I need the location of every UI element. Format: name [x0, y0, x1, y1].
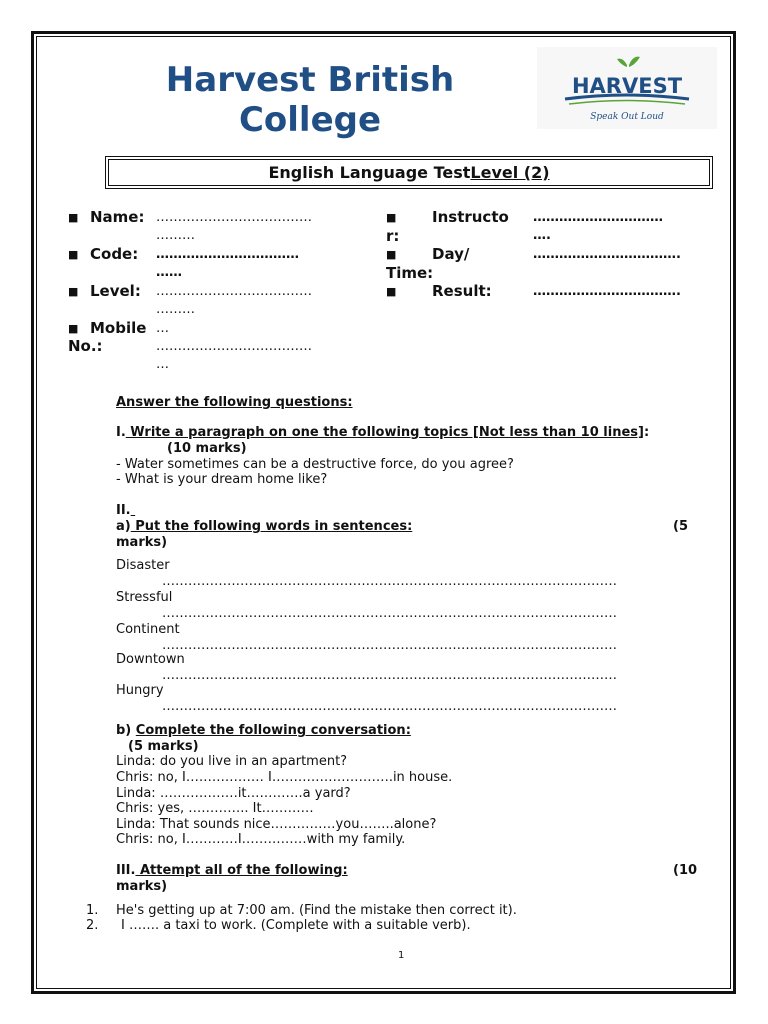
conversation-line-2: Chris: no, I……………… I……………………….in house.	[116, 770, 453, 785]
word-stressful: Stressful	[116, 590, 173, 605]
mobile-dots-line2: …	[156, 357, 169, 372]
bullet-icon: ■	[68, 211, 79, 224]
code-label: Code:	[90, 245, 139, 263]
name-dots-line1: ………………………………	[156, 210, 312, 225]
conversation-line-6: Chris: no, I…………I……………with my family.	[116, 832, 406, 847]
item-number-2: 2.	[86, 918, 99, 933]
word-answer-line: ……………………………………………………………………………………………	[162, 574, 617, 589]
test-title-box	[105, 156, 713, 189]
conversation-line-1: Linda: do you live in an apartment?	[116, 754, 348, 769]
part-a-title: Put the following words in sentences:	[130, 519, 413, 534]
part-a-marks-2: marks)	[116, 535, 168, 550]
logo-wordmark: HARVEST	[571, 74, 683, 98]
bullet-icon: ■	[386, 211, 397, 224]
day-label-line1: Day/	[432, 245, 470, 263]
bullet-icon: ■	[386, 248, 397, 261]
logo-tagline: Speak Out Loud	[590, 112, 664, 122]
name-dots-line2: ………	[156, 228, 195, 243]
section1-colon: :	[643, 425, 650, 440]
level-dots-line1: ………………………………	[156, 284, 312, 299]
instructions-heading: Answer the following questions:	[116, 395, 353, 410]
result-label: Result:	[432, 282, 492, 300]
word-answer-line: ……………………………………………………………………………………………	[162, 668, 617, 683]
conversation-line-3: Linda: ………………it………….a yard?	[116, 786, 351, 801]
word-answer-line: ……………………………………………………………………………………………	[162, 699, 617, 714]
topic-text-1: Water sometimes can be a destructive force, do you agree?	[124, 457, 514, 472]
bullet-icon: ■	[68, 248, 79, 261]
harvest-logo-graphic	[537, 47, 717, 129]
instructor-label-line2: r:	[386, 227, 400, 245]
instructor-dots-line2: ….	[533, 228, 551, 243]
test-level: Level (2)	[470, 163, 550, 182]
part-a-heading	[116, 519, 412, 535]
level-dots-line2: ………	[156, 302, 195, 317]
part-b-marks: (5 marks)	[128, 739, 199, 754]
bullet-icon: ■	[68, 285, 79, 298]
section2-number	[116, 503, 135, 519]
mobile-label-line2: No.:	[68, 337, 103, 355]
topic-text-2: What is your dream home like?	[124, 472, 328, 487]
bullet-icon: ■	[68, 322, 79, 335]
word-disaster: Disaster	[116, 558, 170, 573]
item-text-1: He's getting up at 7:00 am. (Find the mistake then correct it).	[116, 903, 517, 918]
section1-number: I.	[116, 425, 126, 440]
college-title	[120, 60, 500, 140]
word-answer-line: ……………………………………………………………………………………………	[162, 606, 617, 621]
mobile-dots-line1: ………………………………	[156, 339, 312, 354]
word-hungry: Hungry	[116, 683, 164, 698]
conversation-line-5: Linda: That sounds nice……………you……..alone?	[116, 817, 437, 832]
name-label: Name:	[90, 208, 145, 226]
section1-title: Write a paragraph on one the following topics [Not less than 10 lines]	[125, 425, 644, 440]
section3-number: III.	[116, 863, 136, 878]
part-b-heading	[116, 723, 411, 739]
part-b-letter: b)	[116, 723, 132, 738]
code-dots-line1: ……………………………	[156, 247, 299, 262]
instructor-dots-line1: …………………………	[533, 210, 663, 225]
topic-item-2: - What is your dream home like?	[116, 472, 328, 487]
code-dots-line2: ……	[156, 265, 182, 280]
level-label: Level:	[90, 282, 141, 300]
section1-heading	[116, 425, 649, 441]
section3-heading	[116, 863, 348, 879]
result-dots: …………………………….	[533, 284, 681, 299]
part-b-title: Complete the following conversation:	[135, 723, 411, 738]
topic-item-1: - Water sometimes can be a destructive force, do you agree?	[116, 457, 514, 472]
page-number: 1	[398, 950, 405, 961]
conversation-line-4: Chris: yes, ………….. It…………	[116, 801, 314, 816]
section3-marks-2: marks)	[116, 879, 168, 894]
college-title-line2: College	[238, 100, 382, 140]
word-answer-line: ……………………………………………………………………………………………	[162, 638, 617, 653]
day-label-line2: Time:	[386, 264, 434, 282]
word-continent: Continent	[116, 622, 180, 637]
instructor-label-line1: Instructo	[432, 208, 509, 226]
mobile-label-line1: Mobile	[90, 319, 147, 337]
word-downtown: Downtown	[116, 652, 185, 667]
bullet-icon: ■	[386, 285, 397, 298]
college-title-line1: Harvest British	[165, 60, 455, 100]
section1-marks: (10 marks)	[167, 441, 247, 456]
mobile-dots-line0: …	[156, 321, 169, 336]
harvest-logo	[537, 47, 717, 129]
item-text-2: I ……. a taxi to work. (Complete with a suitable verb).	[121, 918, 471, 933]
part-a-letter: a)	[116, 519, 131, 534]
section3-title: Attempt all of the following:	[135, 863, 348, 878]
section2-number-text: II.	[116, 503, 131, 518]
day-dots: …………………………….	[533, 247, 681, 262]
test-title-prefix: English Language Test	[268, 163, 471, 182]
section3-marks-1: (10	[673, 863, 698, 878]
item-number-1: 1.	[86, 903, 99, 918]
part-a-marks-1: (5	[673, 519, 688, 534]
